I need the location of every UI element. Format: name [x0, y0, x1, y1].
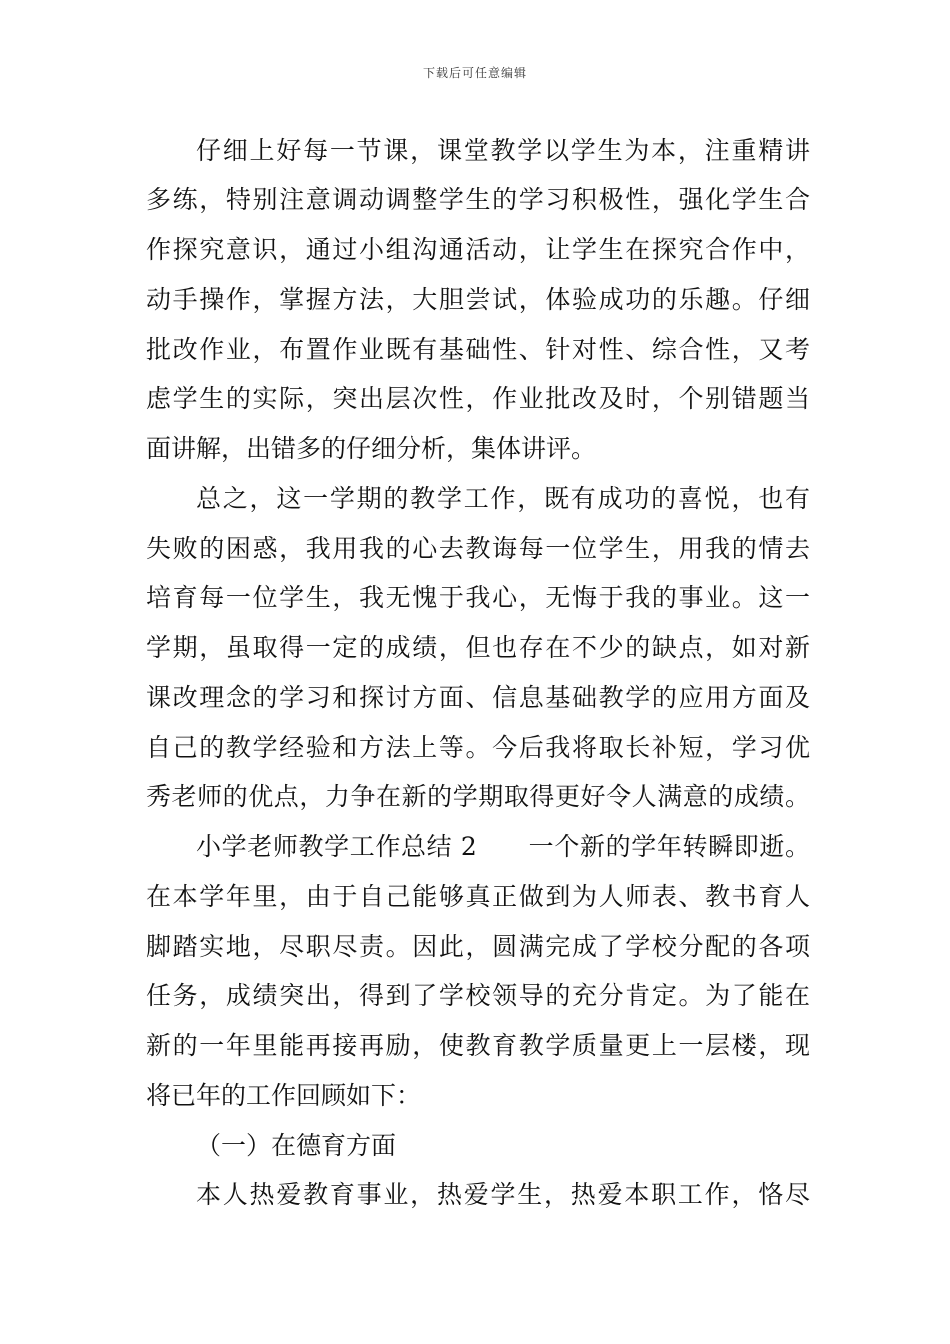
text-line: 新的一年里能再接再励，使教育教学质量更上一层楼，现: [146, 1031, 810, 1060]
section-heading-line: 小学老师教学工作总结 2 一个新的学年转瞬即逝。: [196, 832, 810, 861]
text-line: 学期，虽取得一定的成绩，但也存在不少的缺点，如对新: [146, 633, 810, 662]
text-line: 将已年的工作回顾如下：: [146, 1081, 422, 1110]
subsection-heading: （一）在德育方面: [196, 1131, 397, 1160]
text-line: 仔细上好每一节课，课堂教学以学生为本，注重精讲: [196, 136, 810, 165]
text-line: 本人热爱教育事业，热爱学生，热爱本职工作，恪尽: [196, 1180, 810, 1209]
text-line: 秀老师的优点，力争在新的学期取得更好令人满意的成绩。: [146, 782, 810, 811]
text-line: 任务，成绩突出，得到了学校领导的充分肯定。为了能在: [146, 981, 810, 1010]
text-line: 批改作业，布置作业既有基础性、针对性、综合性，又考: [146, 335, 810, 364]
text-line: 脚踏实地，尽职尽责。因此，圆满完成了学校分配的各项: [146, 932, 810, 961]
text-line: 培育每一位学生，我无愧于我心，无悔于我的事业。这一: [146, 583, 810, 612]
text-line: 自己的教学经验和方法上等。今后我将取长补短，学习优: [146, 733, 810, 762]
text-line: 课改理念的学习和探讨方面、信息基础教学的应用方面及: [146, 683, 810, 712]
text-line: 在本学年里，由于自己能够真正做到为人师表、教书育人: [146, 882, 810, 911]
text-line: 动手操作，掌握方法，大胆尝试，体验成功的乐趣。仔细: [146, 285, 810, 314]
text-line: 多练，特别注意调动调整学生的学习积极性，强化学生合: [146, 185, 810, 214]
text-line: 总之，这一学期的教学工作，既有成功的喜悦，也有: [196, 484, 810, 513]
text-line: 面讲解，出错多的仔细分析，集体讲评。: [146, 434, 597, 463]
page-header: 下载后可任意编辑: [422, 66, 527, 80]
text-line: 失败的困惑，我用我的心去教诲每一位学生，用我的情去: [146, 534, 810, 563]
text-line: 作探究意识，通过小组沟通活动，让学生在探究合作中，: [146, 235, 810, 264]
text-line: 虑学生的实际，突出层次性，作业批改及时，个别错题当: [146, 384, 810, 413]
